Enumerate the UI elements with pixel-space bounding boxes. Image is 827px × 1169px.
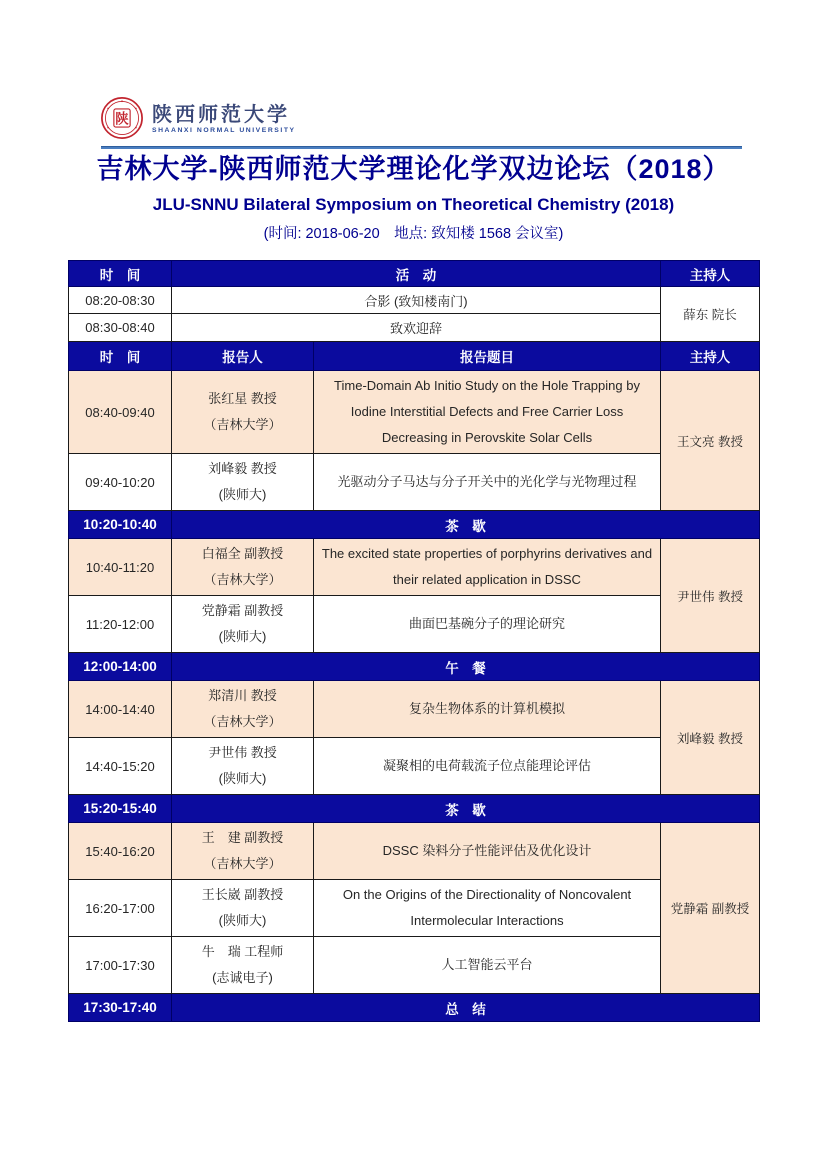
header-host: 主持人	[661, 342, 760, 371]
speaker-name: 白福全 副教授	[201, 546, 284, 561]
activity-cell: 合影 (致知楼南门)	[172, 287, 661, 314]
speaker-name: 郑清川 教授	[208, 688, 277, 703]
university-name-cn: 陕西师范大学	[152, 101, 290, 126]
speaker-affiliation: （吉林大学）	[203, 856, 282, 871]
talk-title-cell: On the Origins of the Directionality of Noncovalent Intermolecular Interactions	[314, 880, 661, 937]
speaker-cell	[172, 681, 314, 738]
time-cell: 09:40-10:20	[69, 454, 172, 511]
speaker-name: 张红星 教授	[208, 391, 277, 406]
host-cell: 王文亮 教授	[661, 371, 760, 511]
speaker-cell	[172, 880, 314, 937]
time-cell: 17:00-17:30	[69, 937, 172, 994]
time-cell: 16:20-17:00	[69, 880, 172, 937]
talk-row	[69, 539, 760, 596]
talk-row	[69, 596, 760, 653]
header-talk-title: 报告题目	[314, 342, 661, 371]
title-block	[0, 152, 827, 243]
schedule-table	[68, 260, 760, 1022]
speaker-cell	[172, 937, 314, 994]
time-cell: 14:00-14:40	[69, 681, 172, 738]
talk-row	[69, 738, 760, 795]
talk-title-cell: 曲面巴基碗分子的理论研究	[314, 596, 661, 653]
speaker-cell	[172, 823, 314, 880]
masthead-divider-rule	[101, 146, 742, 149]
time-cell: 08:40-09:40	[69, 371, 172, 454]
header-time: 时 间	[69, 261, 172, 287]
speaker-affiliation: (陕师大)	[218, 629, 267, 644]
speaker-name: 尹世伟 教授	[208, 745, 277, 760]
opening-row-welcome	[69, 314, 760, 342]
talk-title-cell: 复杂生物体系的计算机模拟	[314, 681, 661, 738]
talk-row	[69, 371, 760, 454]
header-row-talks	[69, 342, 760, 371]
talk-title-cell: Time-Domain Ab Initio Study on the Hole Trapping by Iodine Interstitial Defects and Free Carrier Loss Decreasing in Perovskite Solar Cells	[314, 371, 661, 454]
speaker-name: 王长崴 副教授	[201, 887, 284, 902]
university-name-en: SHAANXI NORMAL UNIVERSITY	[152, 126, 296, 134]
break-row-lunch	[69, 653, 760, 681]
time-cell: 15:40-16:20	[69, 823, 172, 880]
speaker-cell	[172, 539, 314, 596]
break-label: 茶 歇	[172, 511, 760, 539]
header-host: 主持人	[661, 261, 760, 287]
break-label: 总 结	[172, 994, 760, 1022]
header-speaker: 报告人	[172, 342, 314, 371]
speaker-affiliation: （吉林大学）	[203, 714, 282, 729]
talk-row	[69, 880, 760, 937]
header-time: 时 间	[69, 342, 172, 371]
host-cell: 刘峰毅 教授	[661, 681, 760, 795]
talk-row	[69, 937, 760, 994]
speaker-affiliation: （吉林大学）	[203, 572, 282, 587]
closing-row-summary	[69, 994, 760, 1022]
host-cell: 薛东 院长	[661, 287, 760, 342]
talk-title-cell: 凝聚相的电荷载流子位点能理论评估	[314, 738, 661, 795]
break-row-tea1	[69, 511, 760, 539]
activity-cell: 致欢迎辞	[172, 314, 661, 342]
university-logo	[100, 96, 296, 140]
host-cell: 党静霜 副教授	[661, 823, 760, 994]
time-cell: 10:20-10:40	[69, 511, 172, 539]
talk-row	[69, 681, 760, 738]
time-cell: 15:20-15:40	[69, 795, 172, 823]
speaker-cell	[172, 596, 314, 653]
time-cell: 14:40-15:20	[69, 738, 172, 795]
time-cell: 17:30-17:40	[69, 994, 172, 1022]
symposium-title-en: JLU-SNNU Bilateral Symposium on Theoretical Chemistry (2018)	[152, 195, 675, 214]
speaker-name: 王 建 副教授	[201, 830, 284, 845]
speaker-affiliation: （吉林大学）	[203, 417, 282, 432]
break-label: 茶 歇	[172, 795, 760, 823]
svg-text:陕: 陕	[115, 111, 129, 128]
time-cell: 11:20-12:00	[69, 596, 172, 653]
speaker-affiliation: (陕师大)	[218, 771, 267, 786]
speaker-affiliation: (陕师大)	[218, 913, 267, 928]
speaker-name: 党静霜 副教授	[201, 603, 284, 618]
symposium-title-cn: 吉林大学-陕西师范大学理论化学双边论坛（2018）	[96, 154, 731, 184]
break-row-tea2	[69, 795, 760, 823]
talk-title-cell: The excited state properties of porphyrins derivatives and their related application in DSSC	[314, 539, 661, 596]
time-cell: 12:00-14:00	[69, 653, 172, 681]
speaker-affiliation: (陕师大)	[218, 487, 267, 502]
university-seal-icon	[100, 96, 144, 140]
talk-title-cell: 人工智能云平台	[314, 937, 661, 994]
speaker-affiliation: (志诚电子)	[212, 970, 273, 985]
time-cell: 10:40-11:20	[69, 539, 172, 596]
speaker-cell	[172, 454, 314, 511]
talk-title-cell: 光驱动分子马达与分子开关中的光化学与光物理过程	[314, 454, 661, 511]
talk-row	[69, 823, 760, 880]
opening-row-photo	[69, 287, 760, 314]
university-name-block	[152, 103, 296, 134]
speaker-cell	[172, 371, 314, 454]
host-cell: 尹世伟 教授	[661, 539, 760, 653]
header-row-opening	[69, 261, 760, 287]
speaker-cell	[172, 738, 314, 795]
talk-row	[69, 454, 760, 511]
symposium-time-location: (时间: 2018-06-20 地点: 致知楼 1568 会议室)	[263, 226, 564, 242]
speaker-name: 刘峰毅 教授	[208, 461, 277, 476]
speaker-name: 牛 瑞 工程师	[201, 944, 284, 959]
talk-title-cell: DSSC 染料分子性能评估及优化设计	[314, 823, 661, 880]
break-label: 午 餐	[172, 653, 760, 681]
time-cell: 08:20-08:30	[69, 287, 172, 314]
time-cell: 08:30-08:40	[69, 314, 172, 342]
header-activity: 活 动	[172, 261, 661, 287]
